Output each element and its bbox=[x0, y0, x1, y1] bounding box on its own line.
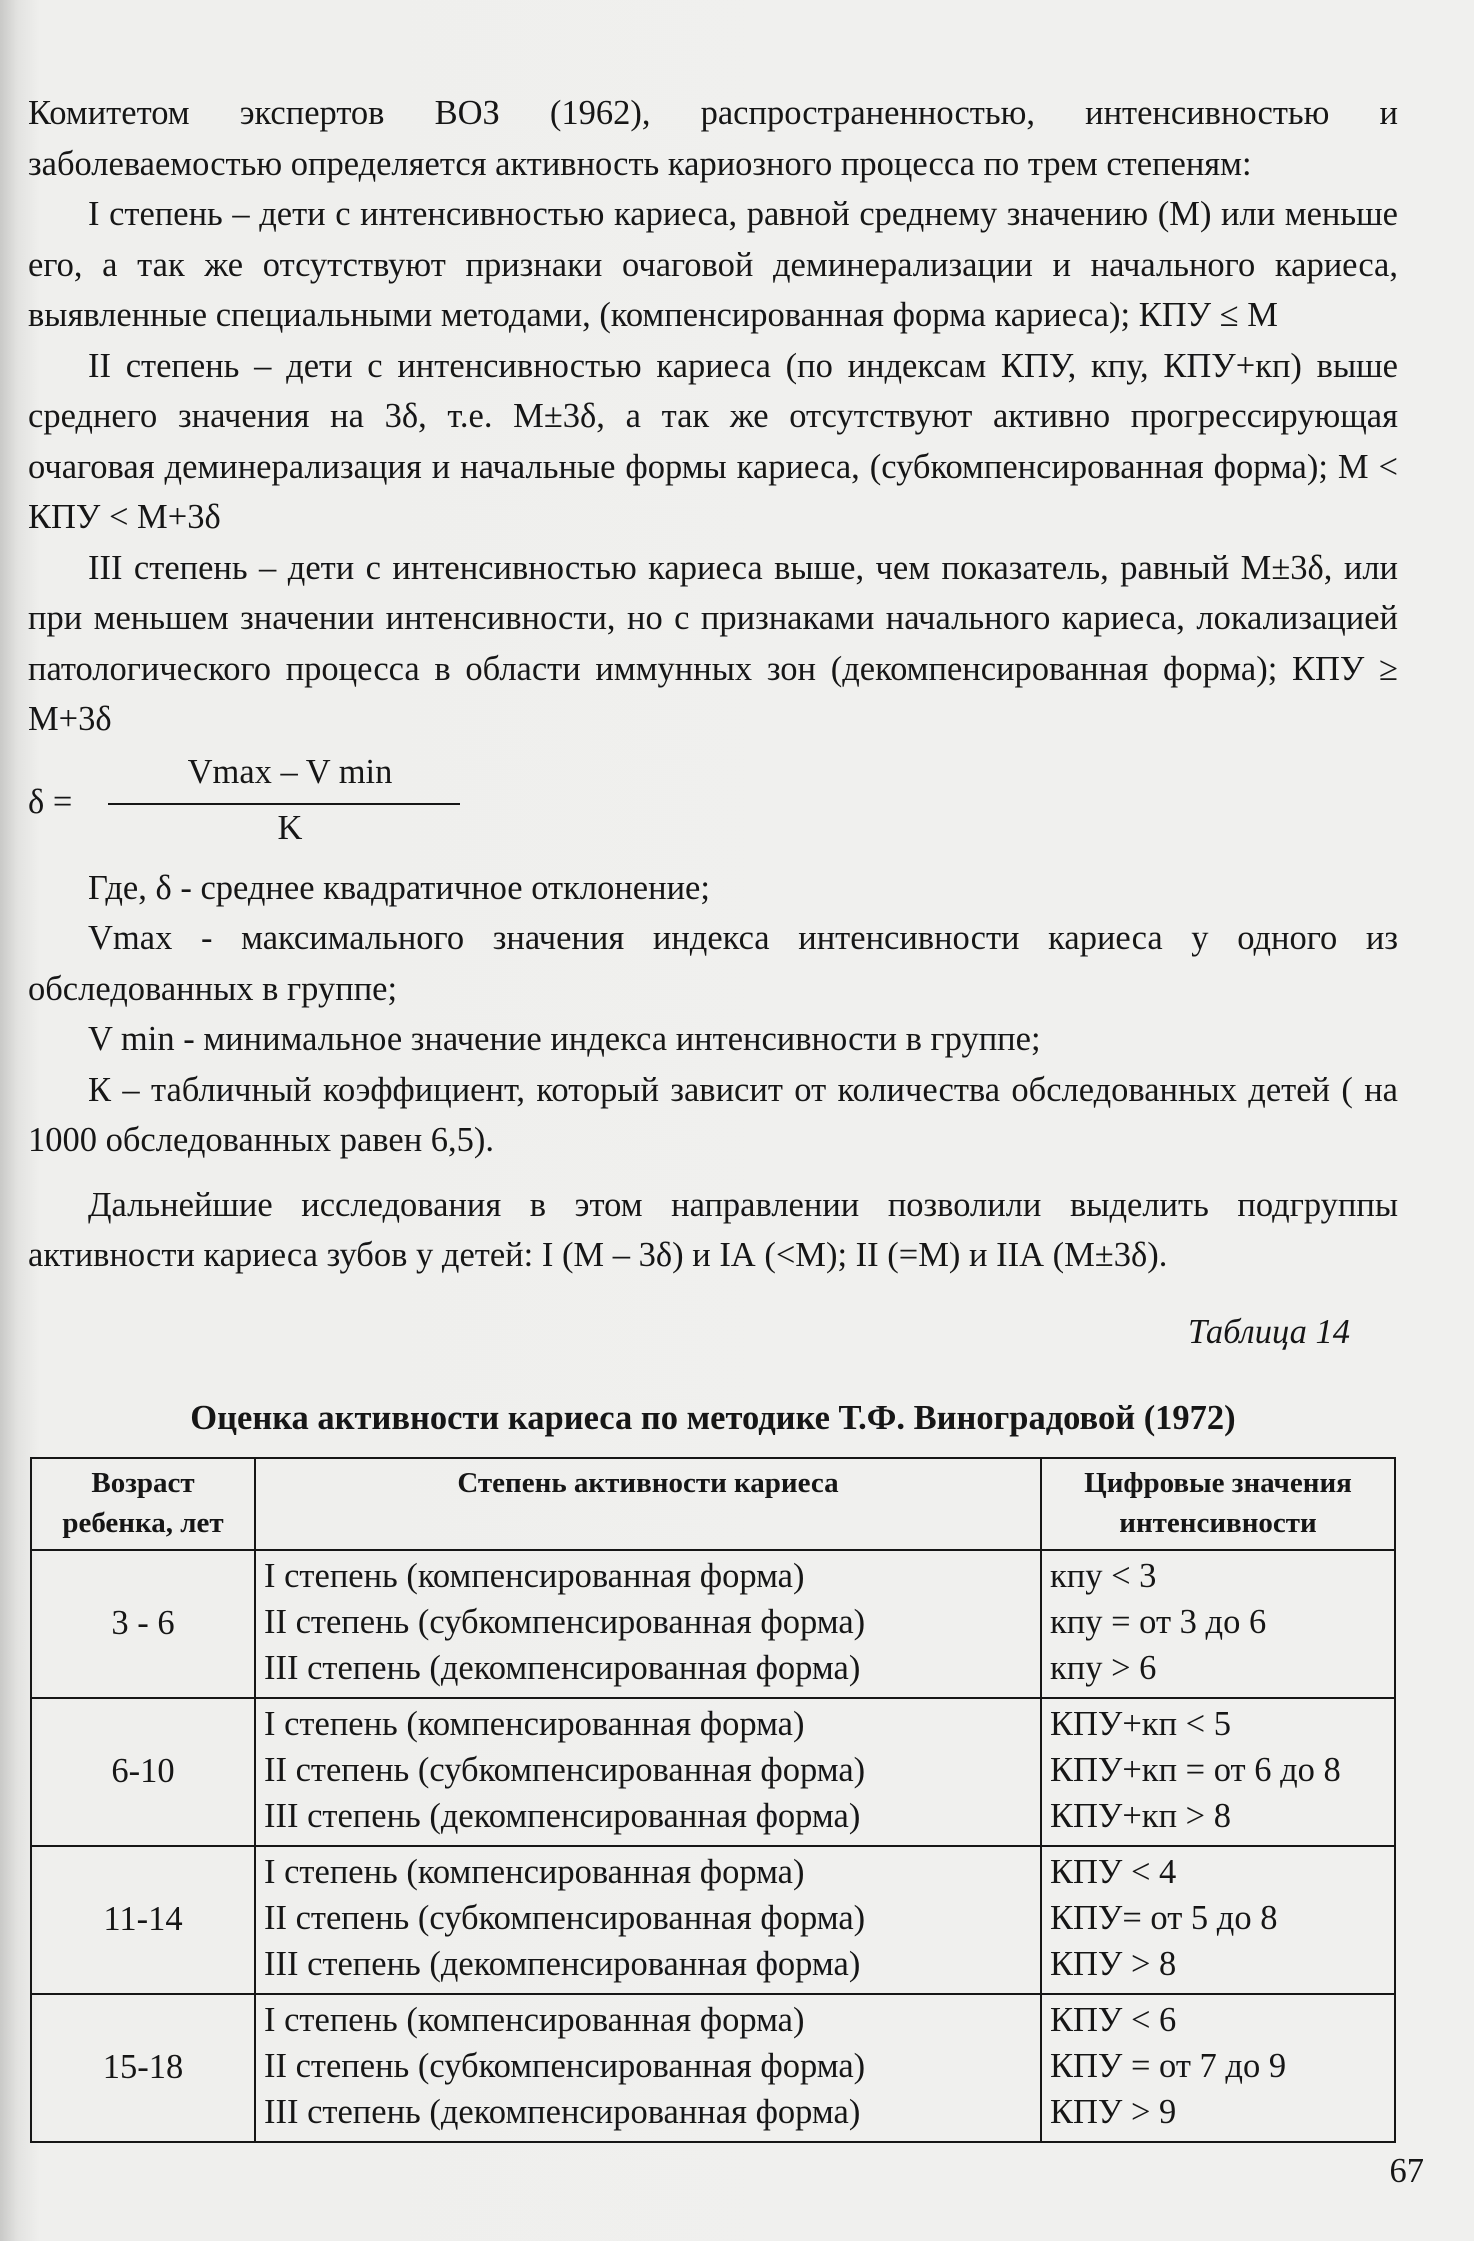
value-line: кпу = от 3 до 6 bbox=[1050, 1602, 1267, 1641]
page-number: 67 bbox=[1389, 2152, 1424, 2190]
degree-line: II степень (субкомпенсированная форма) bbox=[264, 2046, 866, 2085]
value-line: КПУ+кп = от 6 до 8 bbox=[1050, 1750, 1341, 1789]
degree-line: I степень (компенсированная форма) bbox=[264, 1852, 805, 1891]
table-row bbox=[31, 1846, 1395, 1994]
caries-activity-table bbox=[30, 1457, 1396, 2143]
paragraph-who-degrees: Комитетом экспертов ВОЗ (1962), распространенностью, интенсивностью и заболеваемостью определяется активность кариозного процесса по трем степеням: bbox=[28, 94, 1398, 183]
page-content bbox=[28, 88, 1398, 2143]
table-row bbox=[31, 1550, 1395, 1698]
degree-line: II степень (субкомпенсированная форма) bbox=[264, 1898, 866, 1937]
paragraph-degree-3: III степень – дети с интенсивностью кариеса выше, чем показатель, равный М±3δ, или при меньшем значении интенсивности, но с признаками начального кариеса, локализацией патологического процесса в области иммунных зон (декомпенсированная форма); КПУ ≥ М+3δ bbox=[28, 548, 1398, 738]
header-values: Цифровые значения интенсивности bbox=[1041, 1458, 1395, 1550]
degree-line: I степень (компенсированная форма) bbox=[264, 2000, 805, 2039]
paragraph-subgroups: Дальнейшие исследования в этом направлении позволили выделить подгруппы активности кариеса зубов у детей: I (М – 3δ) и IА (<М); II (=М) и IIА (М±3δ). bbox=[28, 1185, 1398, 1274]
value-line: КПУ > 8 bbox=[1050, 1944, 1177, 1983]
age-cell: 6-10 bbox=[31, 1698, 255, 1846]
age-cell: 3 - 6 bbox=[31, 1550, 255, 1698]
value-cell bbox=[1041, 1550, 1395, 1698]
degree-line: II степень (субкомпенсированная форма) bbox=[264, 1602, 866, 1641]
definition-k: К – табличный коэффициент, который зависит от количества обследованных детей ( на 1000 обследованных равен 6,5). bbox=[28, 1070, 1398, 1159]
value-cell bbox=[1041, 1846, 1395, 1994]
value-line: КПУ > 9 bbox=[1050, 2092, 1177, 2131]
value-line: КПУ < 4 bbox=[1050, 1852, 1177, 1891]
formula-denominator: K bbox=[277, 808, 303, 847]
value-cell bbox=[1041, 1698, 1395, 1846]
table-header-row bbox=[31, 1458, 1395, 1550]
degree-line: III степень (декомпенсированная форма) bbox=[264, 1796, 861, 1835]
degree-line: III степень (декомпенсированная форма) bbox=[264, 1944, 861, 1983]
degree-cell bbox=[255, 1994, 1041, 2142]
value-cell bbox=[1041, 1994, 1395, 2142]
paragraph-degree-2: II степень – дети с интенсивностью кариеса (по индексам КПУ, кпу, КПУ+кп) выше среднего значения на 3δ, т.е. М±3δ, а так же отсутствуют активно прогрессирующая очаговая деминерализация и начальные формы кариеса, (субкомпенсированная форма); М < КПУ < М+3δ bbox=[28, 346, 1398, 536]
value-line: КПУ = от 7 до 9 bbox=[1050, 2046, 1287, 2085]
formula-lhs: δ = bbox=[28, 782, 73, 821]
fraction-bar bbox=[108, 803, 460, 805]
table-title: Оценка активности кариеса по методике Т.Ф. Виноградовой (1972) bbox=[190, 1398, 1236, 1437]
value-line: кпу < 3 bbox=[1050, 1556, 1157, 1595]
definition-vmin: V min - минимальное значение индекса интенсивности в группе; bbox=[88, 1020, 1041, 1058]
degree-cell bbox=[255, 1698, 1041, 1846]
value-line: КПУ= от 5 до 8 bbox=[1050, 1898, 1278, 1937]
degree-cell bbox=[255, 1846, 1041, 1994]
definition-delta: Где, δ - среднее квадратичное отклонение; bbox=[88, 868, 710, 907]
value-line: кпу > 6 bbox=[1050, 1648, 1157, 1687]
degree-line: III степень (декомпенсированная форма) bbox=[264, 2092, 861, 2131]
table-caption: Таблица 14 bbox=[1187, 1312, 1350, 1351]
age-cell: 15-18 bbox=[31, 1994, 255, 2142]
header-degree: Степень активности кариеса bbox=[255, 1458, 1041, 1550]
degree-line: II степень (субкомпенсированная форма) bbox=[264, 1750, 866, 1789]
header-age: Возраст ребенка, лет bbox=[31, 1458, 255, 1550]
formula-numerator: Vmax – V min bbox=[187, 752, 393, 791]
degree-line: I степень (компенсированная форма) bbox=[264, 1556, 805, 1595]
delta-formula bbox=[28, 753, 1398, 863]
table-row bbox=[31, 1994, 1395, 2142]
degree-cell bbox=[255, 1550, 1041, 1698]
paragraph-degree-1: I степень – дети с интенсивностью кариеса, равной среднему значению (М) или меньше его, а так же отсутствуют признаки очаговой деминерализации и начального кариеса, выявленные специальными методами, (компенсированная форма кариеса); КПУ ≤ М bbox=[28, 195, 1398, 334]
value-line: КПУ+кп < 5 bbox=[1050, 1704, 1231, 1743]
value-line: КПУ+кп > 8 bbox=[1050, 1796, 1231, 1835]
age-cell: 11-14 bbox=[31, 1846, 255, 1994]
degree-line: I степень (компенсированная форма) bbox=[264, 1704, 805, 1743]
value-line: КПУ < 6 bbox=[1050, 2000, 1177, 2039]
definition-vmax: Vmax - максимального значения индекса интенсивности кариеса у одного из обследованных в группе; bbox=[28, 919, 1398, 1008]
table-row bbox=[31, 1698, 1395, 1846]
degree-line: III степень (декомпенсированная форма) bbox=[264, 1648, 861, 1687]
